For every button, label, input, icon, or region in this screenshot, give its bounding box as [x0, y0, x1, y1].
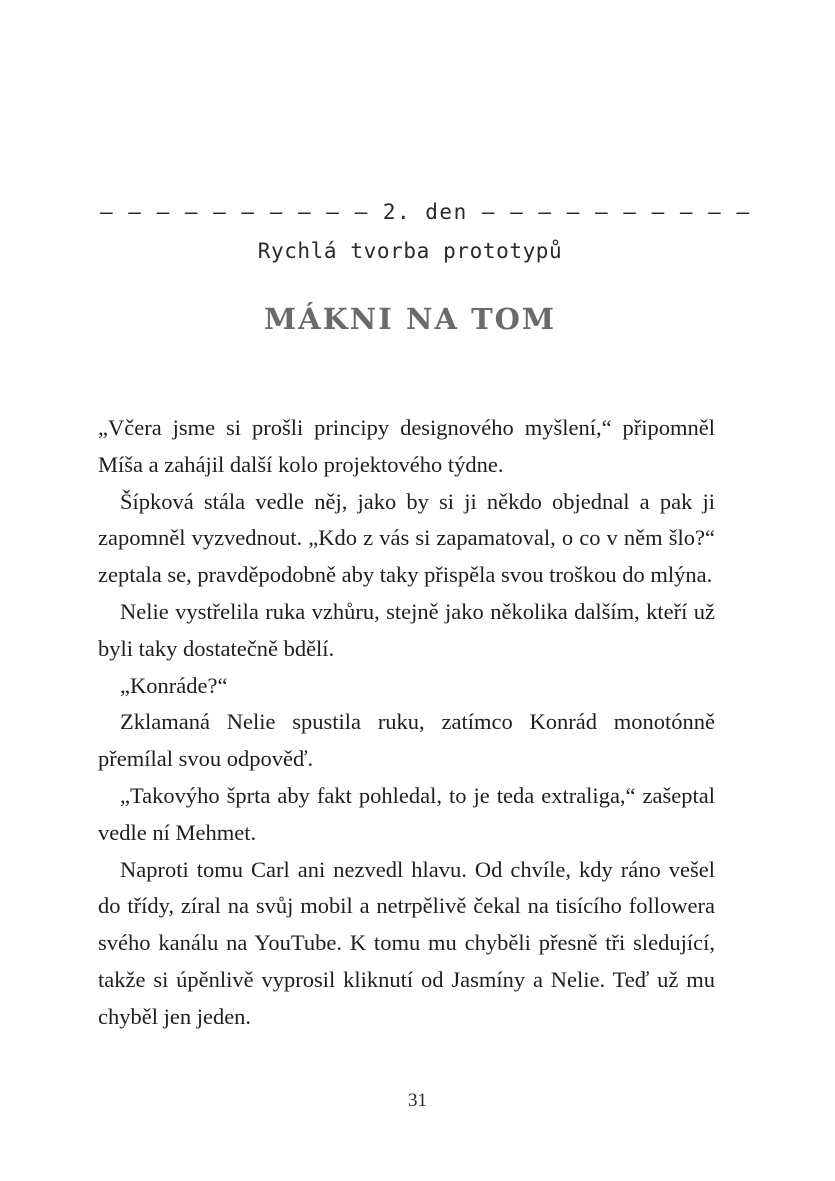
chapter-title: MÁKNI NA TOM — [263, 302, 557, 336]
paragraph-1: „Včera jsme si prošli principy designového myšlení,“ připomněl Míša a zahájil další kolo projektového týdne. — [98, 415, 715, 477]
paragraph-6: „Takovýho šprta aby fakt pohledal, to je teda extraliga,“ zašeptal vedle ní Mehmet. — [98, 782, 715, 845]
page-number: 31 — [408, 1090, 427, 1111]
paragraph-5: Zklamaná Nelie spustila ruku, zatímco Konrád monotónně přemílal svou odpověď. — [98, 709, 715, 772]
paragraph-3: Nelie vystřelila ruka vzhůru, stejně jako několika dalším, kteří už byli taky dostatečně bdělí. — [98, 598, 715, 661]
paragraph-2: Šípková stála vedle něj, jako by si ji někdo objednal a pak ji zapomněl vyzvednout. „Kdo z vás si zapamatoval, o co v něm šlo?“ zeptala se, pravděpodobně aby taky přispěla svou troškou do mlýna. — [98, 488, 715, 588]
paragraph-4: „Konráde?“ — [120, 672, 228, 698]
paragraph-7: Naproti tomu Carl ani nezvedl hlavu. Od chvíle, kdy ráno vešel do třídy, zíral na svůj mobil a netrpělivě čekal na tisícího followera svého kanálu na YouTube. K tomu mu chyběli přesně tři sledující, takže si úpěnlivě vyprosil kliknutí od Jasmíny a Nelie. Teď už mu chyběl jen jeden. — [98, 856, 715, 1029]
body-text — [98, 410, 715, 1036]
chapter-subtitle: Rychlá tvorba prototypů — [257, 239, 563, 263]
chapter-day-line: – – – – – – – – – – 2. den – – – – – – – – – – — [100, 200, 751, 224]
